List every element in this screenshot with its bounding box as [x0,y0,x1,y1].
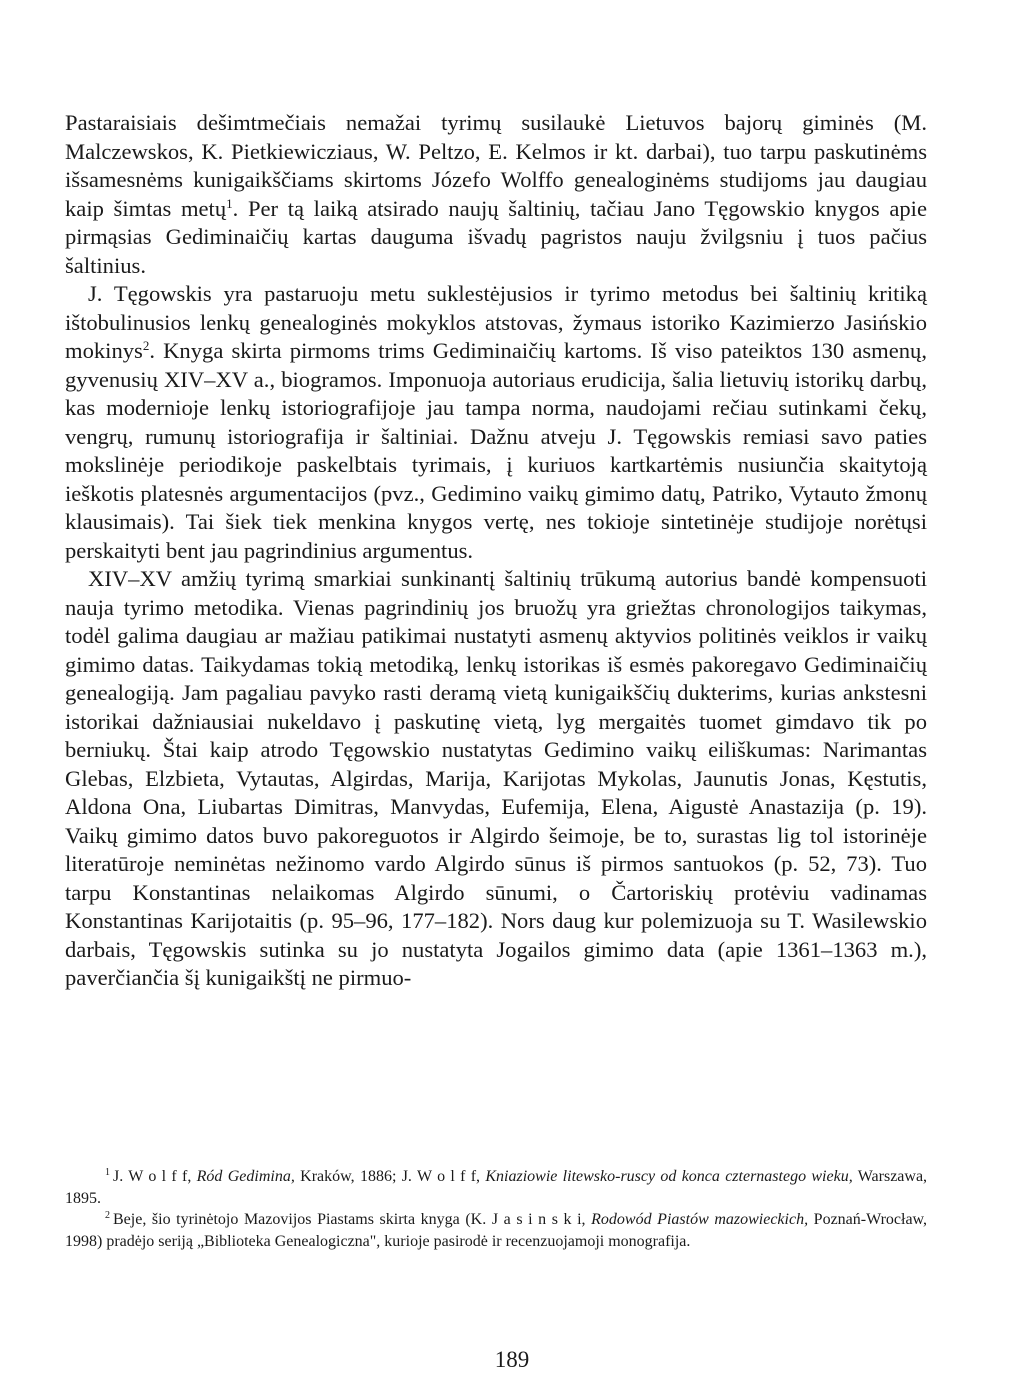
footnote-2-author: J a s i n s k i, [491,1211,586,1228]
footnote-1-title-1: Ród Gedimina, [196,1168,295,1185]
footnote-2 [65,1209,927,1252]
footnote-ref-1: 1 [226,195,233,211]
footnote-2-text-1: Beje, šio tyrinėtojo Mazovijos Piastams skirta knyga (K. [113,1211,487,1228]
footnote-1-mark: 1 [105,1167,110,1178]
paragraph-1-text-a: Pastaraisiais dešimtmečiais nemažai tyrimų susilaukė Lietuvos bajorų giminės (M. Malczewskos, K. Pietkiewicziaus, W. Peltzo, E. Kelmos ir kt. darbai), tuo tarpu paskutinėms išsamesnėms kunigaikščiams skirtoms Józefo Wolffo genealoginėms studijoms jau daugiau kaip šimtas metų [65,110,927,221]
paragraph-2-text-b: . Knyga skirta pirmoms trims Gediminaičių kartoms. Iš viso pateiktos 130 asmenų, gyvenusių XIV–XV a., biogramos. Imponuoja autoriaus erudicija, šalia lietuvių istorikų darbų, kas modernioje lenkų istoriografijoje jau tampa norma, naudojami rečiau sutinkami čekų, vengrų, rumunų istoriografija ir šaltiniai. Dažnu atveju J. Tęgowskis remiasi savo paties mokslinėje periodikoje paskelbtais tyrimais, į kuriuos kartkartėmis nusiunčia skaitytoją ieškotis platesnės argumentacijos (pvz., Gedimino vaikų gimimo datų, Patriko, Vytauto žmonų klausimais). Tai šiek tiek menkina knygos vertę, nes tokioje sintetinėje studijoje norėtųsi perskaityti bent jau pagrindinius argumentus. [65,338,927,563]
paragraph-2-text-a: J. Tęgowskis yra pastaruoju metu suklestėjusios ir tyrimo metodus bei šaltinių kritiką ištobulinusios lenkų genealoginės mokyklos atstovas, žymaus istoriko Kazimierzo Jasińskio mokinys [65,281,927,363]
footnote-1 [65,1166,927,1209]
footnote-2-text-2: Poznań-Wrocław, 1998) pradėjo seriją „Biblioteka Genealogiczna", kurioje pasirodė ir recenzuojamoji monografija. [65,1211,928,1250]
footnote-2-mark: 2 [105,1210,110,1221]
footnote-1-place-2: Warszawa, 1895. [65,1168,928,1207]
footnote-1-author-1: J. W o l f f, [113,1168,192,1185]
page-number: 189 [494,1347,530,1372]
footnote-1-title-2: Kniaziowie litewsko-ruscy od konca czternastego wieku, [485,1168,853,1185]
footnote-ref-2: 2 [142,338,150,353]
footnote-1-place-1: Kraków, 1886; J. [300,1168,412,1185]
main-text [65,109,927,993]
paragraph-3: XIV–XV amžių tyrimą smarkiai sunkinantį šaltinių trūkumą autorius bandė kompensuoti nauja tyrimo metodika. Vienas pagrindinių jos bruožų yra griežtas chronologijos taikymas, todėl galima daugiau ar mažiau patikimai nustatyti asmenų aktyvios politinės veiklos ir vaikų gimimo datas. Taikydamas tokią metodiką, lenkų istorikas iš esmės pakoregavo Gediminaičių genealogiją. Jam pagaliau pavyko rasti deramą vietą kunigaikščių dukterims, kurias ankstesni istorikai dažniausiai nukeldavo į paskutinę vietą, lyg mergaitės tuomet gimdavo tik po berniukų. Štai kaip atrodo Tęgowskio nustatytas Gedimino vaikų eiliškumas: Narimantas Glebas, Elzbieta, Vytautas, Algirdas, Marija, Karijotas Mykolas, Jaunutis Jonas, Kęstutis, Aldona Ona, Liubartas Dimitras, Manvydas, Eufemija, Elena, Aigustė Anastazija (p. 19). Vaikų gimimo datos buvo pakoreguotos ir Algirdo šeimoje, be to, surastas lig tol istorinėje literatūroje neminėtas nežinomo vardo Algirdo sūnus iš pirmos santuokos (p. 52, 73). Tuo tarpu Konstantinas nelaikomas Algirdo sūnumi, o Čartoriskių protėviu vadinamas Konstantinas Karijotaitis (p. 95–96, 177–182). Nors daug kur polemizuoja su T. Wasilewskio darbais, Tęgowskis sutinka su jo nustatyta Jogailos gimimo data (apie 1361–1363 m.), paverčiančia šį kunigaikštį ne pirmuo- [65,566,927,990]
footnote-2-title: Rodowód Piastów mazowieckich, [591,1211,809,1228]
paragraph-2 [65,280,927,565]
paragraph-1 [65,109,927,280]
paragraph-1-text-b: . Per tą laiką atsirado naujų šaltinių, tačiau Jano Tęgowskio knygos apie pirmąsias Gediminaičių kartas dauguma išvadų pagristos nauju žvilgsniu į tuos pačius šaltinius. [65,195,927,278]
footnote-1-author-2: W o l f f, [416,1168,481,1185]
footnotes [65,1166,927,1252]
